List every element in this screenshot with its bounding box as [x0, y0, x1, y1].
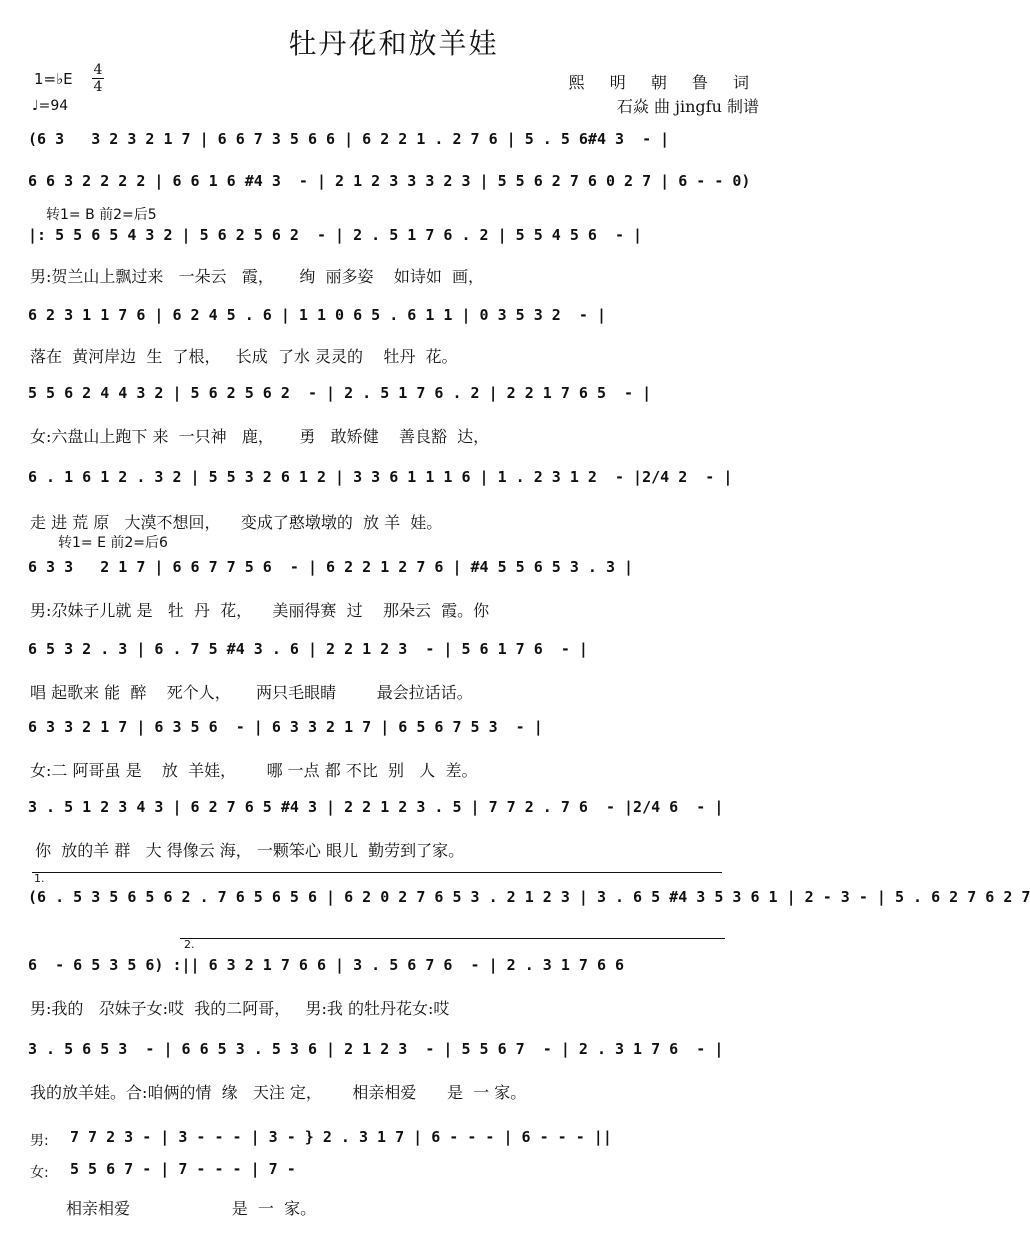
- volta-2-label: 2.: [184, 938, 195, 951]
- score-row: 6 3 3 2 1 7 | 6 3 5 6 - | 6 3 3 2 1 7 | 6 5 6 7 5 3 - |: [28, 718, 543, 736]
- song-title: 牡丹花和放羊娃: [288, 27, 499, 60]
- score-row: 5 5 6 2 4 4 3 2 | 5 6 2 5 6 2 - | 2 . 5 1 7 6 . 2 | 2 2 1 7 6 5 - |: [28, 384, 652, 402]
- lyric-line: 我的放羊娃。合:咱俩的情 缘 天注 定， 相亲相爱 是 一 家。: [30, 1083, 527, 1102]
- male-part-label: 男:: [30, 1133, 49, 1149]
- lyric-line: 男:贺兰山上飘过来 一朵云 霞， 绚 丽多姿 如诗如 画，: [30, 267, 485, 286]
- lyric-line: 女:六盘山上跑下 来 一只神 鹿， 勇 敢矫健 善良豁 达，: [30, 427, 490, 446]
- score-row: 6 . 1 6 1 2 . 3 2 | 5 5 3 2 6 1 2 | 3 3 6 1 1 1 6 | 1 . 2 3 1 2 - |2/4 2 - |: [28, 468, 733, 486]
- time-bottom: 4: [93, 79, 103, 95]
- score-row: 6 5 3 2 . 3 | 6 . 7 5 #4 3 . 6 | 2 2 1 2 3 - | 5 6 1 7 6 - |: [28, 640, 588, 658]
- lyric-line: 男:尕妹子儿就 是 牡 丹 花， 美丽得赛 过 那朵云 霞。你: [30, 601, 490, 620]
- volta-bracket-2: [180, 938, 725, 939]
- lyric-line: 唱 起歌来 能 醉 死个人， 两只毛眼睛 最会拉话话。: [30, 683, 473, 702]
- lyricist-credit: 熙 明 朝 鲁 词: [568, 73, 759, 92]
- lyric-line: 走 进 荒 原 大漠不想回， 变成了憨墩墩的 放 羊 娃。: [30, 513, 443, 532]
- score-row: 6 3 3 2 1 7 | 6 6 7 7 5 6 - | 6 2 2 1 2 7 6 | #4 5 5 6 5 3 . 3 |: [28, 558, 634, 576]
- score-row: 6 6 3 2 2 2 2 | 6 6 1 6 #4 3 - | 2 1 2 3 3 3 2 3 | 5 5 6 2 7 6 0 2 7 | 6 - - 0): [28, 172, 751, 190]
- score-row: 3 . 5 1 2 3 4 3 | 6 2 7 6 5 #4 3 | 2 2 1 2 3 . 5 | 7 7 2 . 7 6 - |2/4 6 - |: [28, 798, 724, 816]
- lyric-line: 你 放的羊 群 大 得像云 海， 一颗笨心 眼儿 勤劳到了家。: [30, 841, 465, 860]
- score-row: (6 3 3 2 3 2 1 7 | 6 6 7 3 5 6 6 | 6 2 2 1 . 2 7 6 | 5 . 5 6#4 3 - |: [28, 130, 670, 148]
- lyric-line: 相亲相爱 是 一 家。: [66, 1199, 317, 1218]
- score-row: 5 5 6 7 - | 7 - - - | 7 -: [70, 1160, 296, 1178]
- lyric-line: 男:我的 尕妹子女:哎 我的二阿哥， 男:我 的牡丹花女:哎: [30, 999, 450, 1018]
- female-part-label: 女:: [30, 1165, 49, 1181]
- key-signature: 1=♭E: [34, 70, 73, 88]
- modulation-label: 转1= E 前2=后6: [58, 535, 168, 551]
- tempo-marking: ♩=94: [32, 98, 69, 114]
- lyric-line: 女:二 阿哥虽 是 放 羊娃， 哪 一点 都 不比 别 人 差。: [30, 761, 478, 780]
- score-row: 6 - 6 5 3 5 6) :|| 6 3 2 1 7 6 6 | 3 . 5 6 7 6 - | 2 . 3 1 7 6 6: [28, 956, 625, 974]
- time-signature: [92, 62, 104, 95]
- score-row: (6 . 5 3 5 6 5 6 2 . 7 6 5 6 5 6 | 6 2 0 2 7 6 5 3 . 2 1 2 3 | 3 . 6 5 #4 3 5 3 6 1 | 2 - 3 - | 5 . 6 2 7 6 2 7: [28, 888, 1030, 906]
- volta-bracket-1: [32, 872, 722, 873]
- composer-credit: 石焱 曲 jingfu 制谱: [616, 97, 759, 116]
- time-top: 4: [93, 62, 103, 78]
- modulation-label: 转1= B 前2=后5: [46, 207, 157, 223]
- score-row: 6 2 3 1 1 7 6 | 6 2 4 5 . 6 | 1 1 0 6 5 . 6 1 1 | 0 3 5 3 2 - |: [28, 306, 606, 324]
- lyric-line: 落在 黄河岸边 生 了根， 长成 了水 灵灵的 牡丹 花。: [30, 347, 458, 366]
- score-row: 7 7 2 3 - | 3 - - - | 3 - } 2 . 3 1 7 | 6 - - - | 6 - - - ||: [70, 1128, 612, 1146]
- volta-1-label: 1.: [34, 872, 45, 885]
- score-row: 3 . 5 6 5 3 - | 6 6 5 3 . 5 3 6 | 2 1 2 3 - | 5 5 6 7 - | 2 . 3 1 7 6 - |: [28, 1040, 724, 1058]
- score-row: |: 5 5 6 5 4 3 2 | 5 6 2 5 6 2 - | 2 . 5 1 7 6 . 2 | 5 5 4 5 6 - |: [28, 226, 643, 244]
